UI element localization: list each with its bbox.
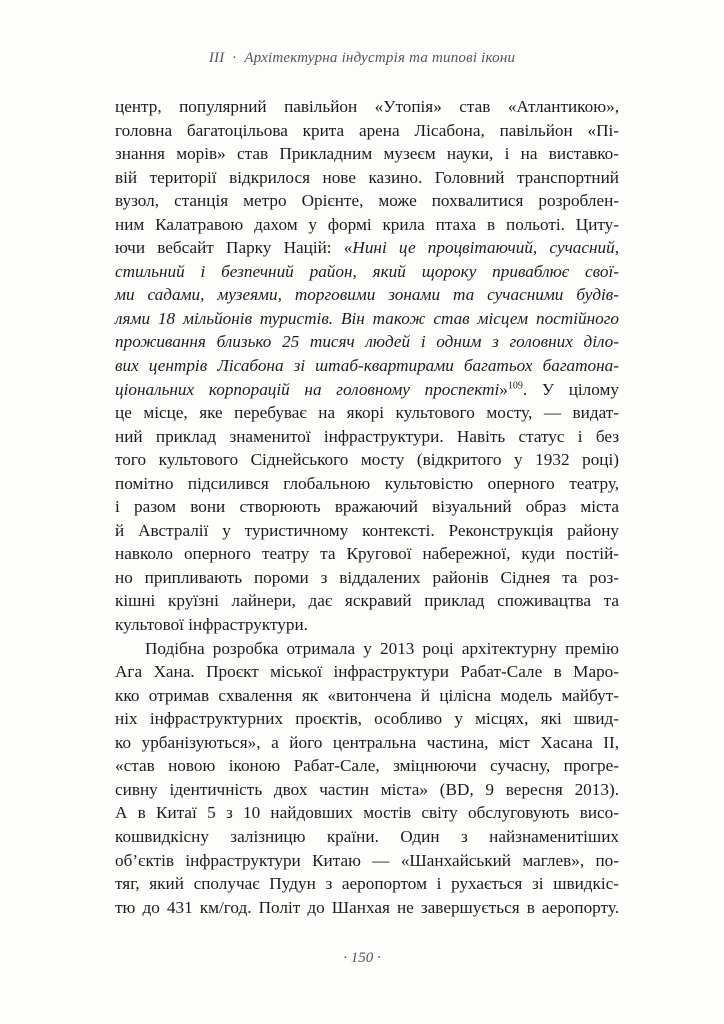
- text-line: А в Китаї 5 з 10 найдовших мостів світу обслуговують висо-: [115, 803, 619, 823]
- text-line: вій території відкрилося нове казино. Головний транспортний: [115, 167, 619, 187]
- text-line: кко отримав схвалення як «витончена й цілісна модель майбут-: [115, 685, 619, 705]
- text-line: вузол, станція метро Орієнте, може похвалитися розроблен-: [115, 191, 619, 211]
- text-line: і разом вони створюють вражаючий візуальний образ міста: [115, 497, 619, 517]
- text-line: це місце, яке перебуває на якорі культового мосту, — видат-: [115, 403, 619, 423]
- text-line: знання морів» став Прикладним музеєм науки, і на виставко-: [115, 144, 619, 164]
- text-line: ним Калатравою дахом у формі крила птаха в польоті. Циту-: [115, 214, 619, 234]
- text-line: но припливають пороми з віддалених районів Сіднея та роз-: [115, 567, 619, 587]
- text-line: культової інфраструктури.: [115, 615, 308, 635]
- text-line: тяг, який сполучає Пудун з аеропортом і рухається зі швидкіс-: [115, 874, 619, 894]
- text-line: [115, 378, 619, 402]
- text-line: тю до 431 км/год. Політ до Шанхая не завершується в аеропорту.: [115, 897, 619, 917]
- page-number: · 150 ·: [343, 950, 381, 966]
- quote-line: лями 18 мільйонів туристів. Він також став місцем постійного: [115, 308, 619, 328]
- text-line: центр, популярний павільйон «Утопія» став «Атлантикою»,: [115, 97, 619, 116]
- quote-line: вих центрів Лісабона зі штаб-квартирами багатьох багатона-: [115, 356, 619, 376]
- body-text: [115, 95, 619, 919]
- text-line: ний приклад знаменитої інфраструктури. Навіть статус і без: [115, 426, 619, 446]
- section-title: Архітектурна індустрія та типові ікони: [244, 50, 516, 66]
- text-line: того культового Сіднейського мосту (відкритого у 1932 році): [115, 450, 619, 470]
- text-fragment: ючи вебсайт Парку Націй: «: [115, 238, 353, 258]
- quote-line: стильний і безпечний район, який щороку приваблює свої-: [115, 261, 619, 281]
- text-line: «став новою іконою Рабат-Сале, зміцнюючи сучасну, прогре-: [115, 756, 619, 776]
- text-line: кішні круїзні лайнери, дає яскравий приклад споживацтва та: [115, 591, 619, 611]
- text-line: Ага Хана. Проєкт міської інфраструктури Рабат-Сале в Маро-: [115, 662, 619, 682]
- text-line: об’єктів інфраструктури Китаю — «Шанхайський маглев», по-: [115, 850, 619, 870]
- text-line: Подібна розробка отримала у 2013 році архітектурну премію: [145, 638, 619, 658]
- text-line: сивну ідентичність двох частин міста» (BD, 9 вересня 2013).: [115, 779, 619, 799]
- text-line: кошвидкісну залізницю країни. Один з найзнаменитіших: [115, 826, 619, 846]
- quote-fragment: Нині це процвітаючий, сучасний,: [352, 238, 620, 258]
- text-line: ко урбанізуються», а його центральна частина, міст Хасана II,: [115, 732, 619, 752]
- header-separator: ·: [232, 50, 237, 66]
- quote-line: ми садами, музеями, торговими зонами та сучасними будів-: [115, 285, 619, 305]
- text-line: навколо оперного театру та Кругової набережної, куди постій-: [115, 544, 619, 564]
- quote-close: »: [499, 379, 508, 399]
- section-number: III: [208, 50, 225, 66]
- text-fragment: . У цілому: [522, 379, 619, 399]
- footnote-ref[interactable]: 109: [507, 379, 523, 391]
- text-line: [115, 236, 619, 260]
- quote-line: проживання близько 25 тисяч людей і одним з головних діло-: [115, 332, 619, 352]
- text-line: помітно підсилився глобальною культовістю оперного театру,: [115, 473, 619, 493]
- text-line: ніх інфраструктурних проєктів, особливо у місцях, які швид-: [115, 709, 619, 729]
- text-line: головна багатоцільова крита арена Лісабона, павільйон «Пі-: [115, 120, 619, 140]
- running-head: [0, 50, 724, 67]
- quote-fragment: ціональних корпорацій на головному проспекті: [115, 379, 500, 399]
- text-line: й Австралії у туристичному контексті. Реконструкція району: [115, 520, 619, 540]
